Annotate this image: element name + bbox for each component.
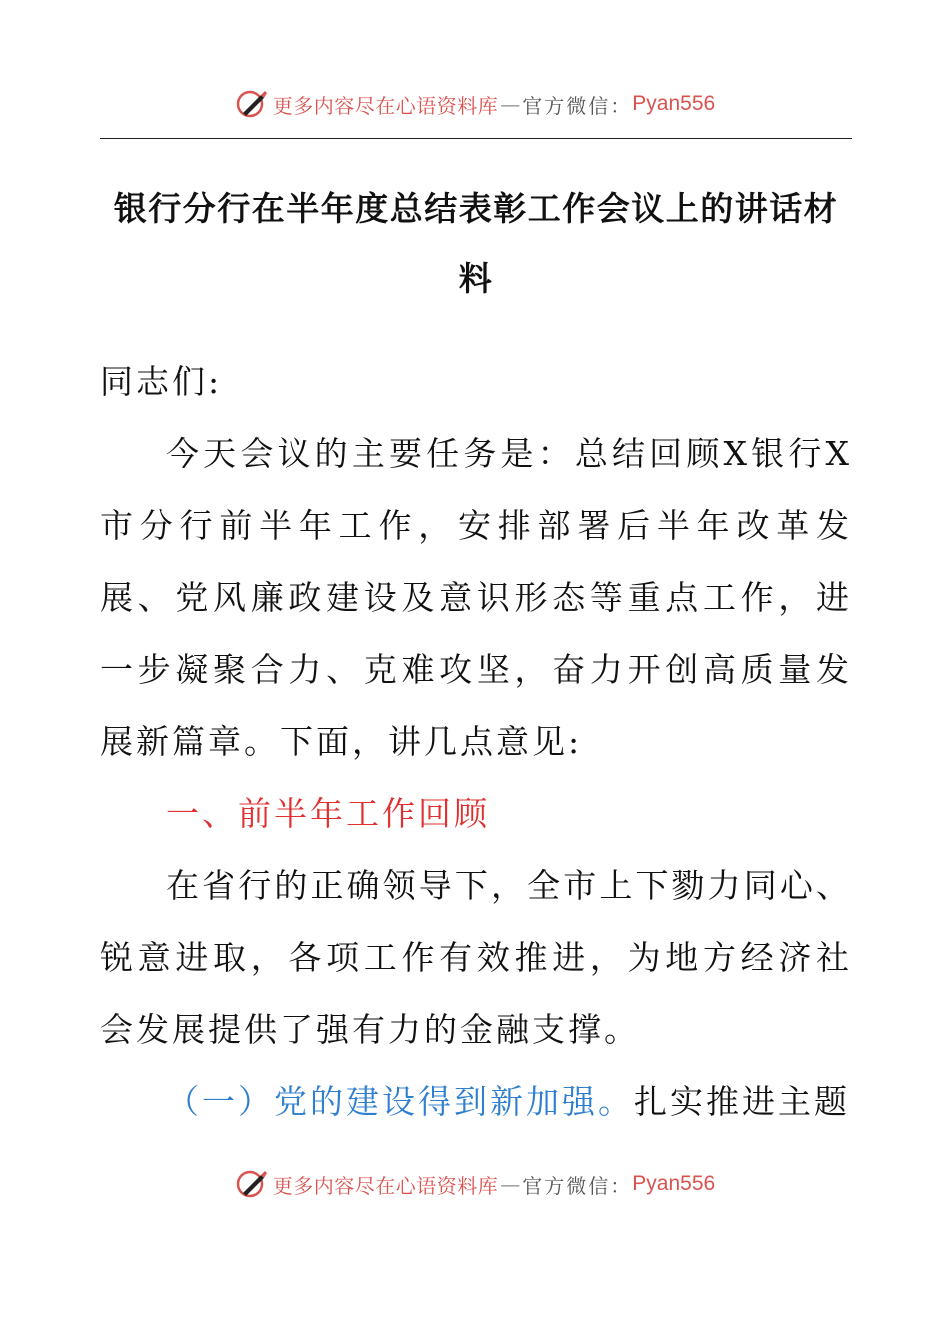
banner-site-text: 更多内容尽在心语资料库 xyxy=(272,1173,499,1198)
banner-wechat-id: Pyan556 xyxy=(632,92,716,115)
banner-site-text: 更多内容尽在心语资料库 xyxy=(272,93,499,118)
pen-circle-logo-icon xyxy=(235,87,269,121)
banner-wechat-label: 官方微信： xyxy=(522,93,633,118)
header-banner xyxy=(0,82,950,126)
banner-separator: — xyxy=(500,92,521,116)
subsection-heading: （一）党的建设得到新加强。 xyxy=(166,1082,634,1121)
document-body xyxy=(100,346,852,1138)
review-paragraph: 在省行的正确领导下，全市上下勠力同心、锐意进取，各项工作有效推进，为地方经济社会发展提供了强有力的金融支撑。 xyxy=(100,866,852,1049)
document-title: 银行分行在半年度总结表彰工作会议上的讲话材料 xyxy=(113,189,839,298)
section-heading: 一、前半年工作回顾 xyxy=(166,794,490,833)
footer-banner xyxy=(0,1162,950,1206)
intro-paragraph: 今天会议的主要任务是：总结回顾X银行X市分行前半年工作，安排部署后半年改革发展、党风廉政建设及意识形态等重点工作，进一步凝聚合力、克难攻坚，奋力开创高质量发展新篇章。下面，讲几点意见: xyxy=(100,434,852,761)
greeting: 同志们: xyxy=(100,362,223,401)
banner-wechat-id: Pyan556 xyxy=(632,1172,716,1195)
pen-circle-logo-icon xyxy=(235,1167,269,1201)
banner-wechat-label: 官方微信： xyxy=(522,1173,633,1198)
subsection-text: 扎实推进主题 xyxy=(634,1082,850,1121)
banner-separator: — xyxy=(500,1172,521,1196)
header-divider xyxy=(100,138,852,139)
subsection-paragraph xyxy=(100,1066,852,1138)
